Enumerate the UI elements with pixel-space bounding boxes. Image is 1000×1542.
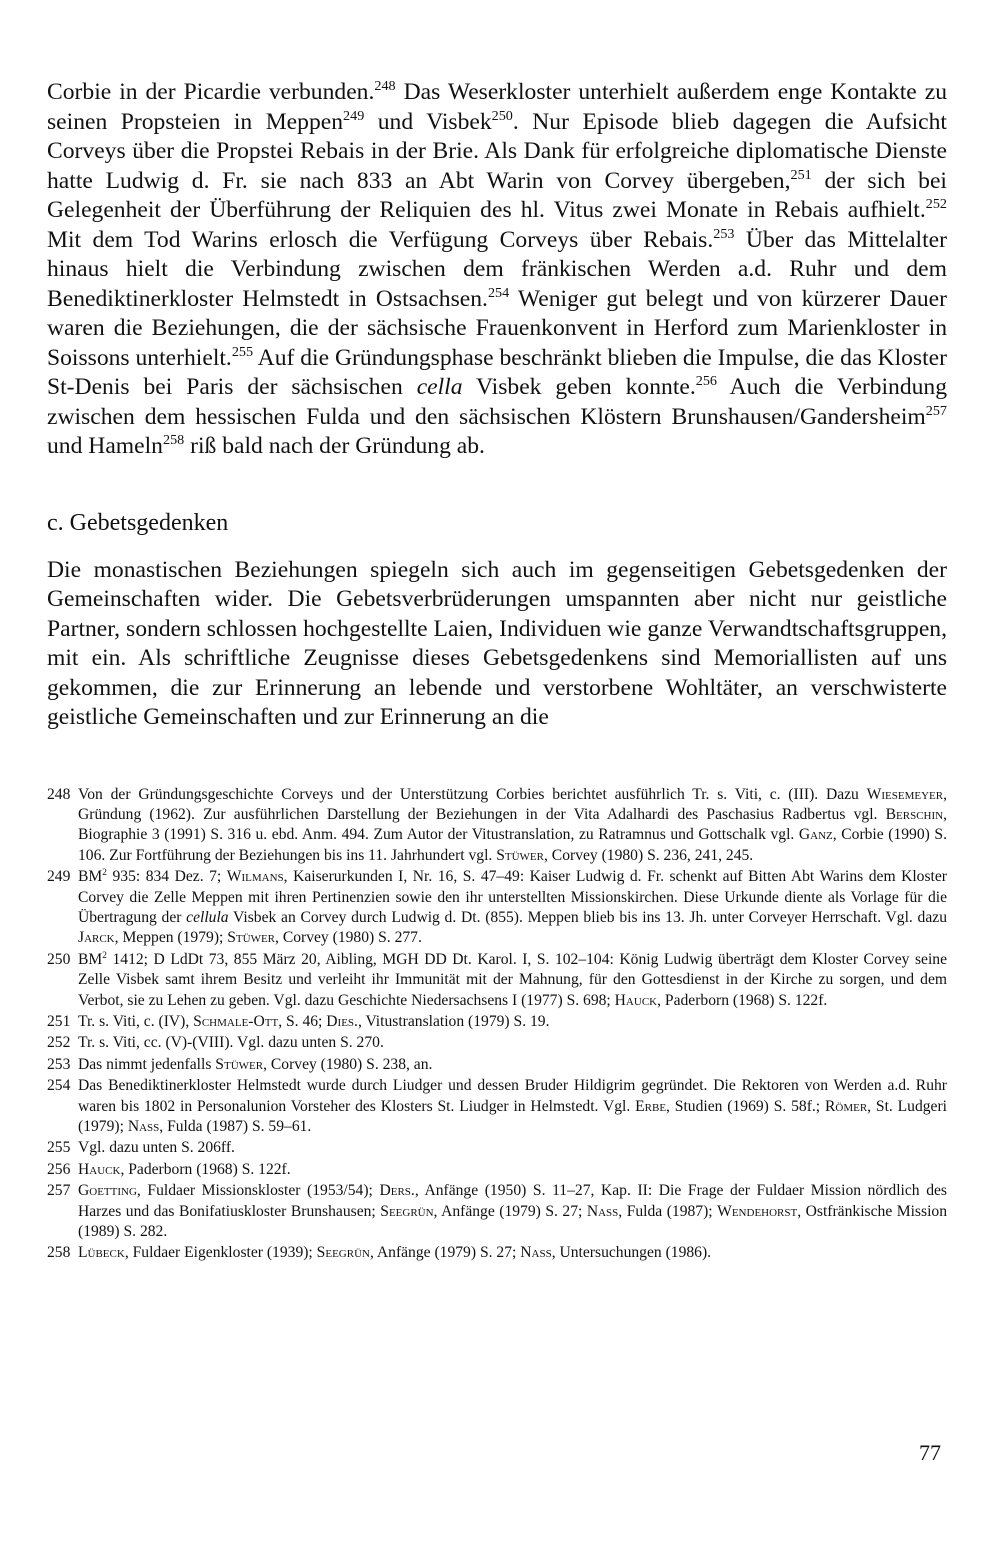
author-name: Ganz: [798, 826, 833, 844]
author-name: Stüwer: [496, 846, 544, 864]
footnote-number: 249: [47, 868, 71, 886]
text-run: Die monastischen Beziehungen spiegeln sich auch im gegenseitigen Gebetsgedenken der Gemeinschaften wider. Die Gebetsverbrüderungen umspannten aber nicht nur geistliche Partner, sondern schlossen hochgestellte Laien, Individuen wie ganze Verwandtschaftsgruppen, mit ein. Als schriftliche Zeugnisse dieses Gebetsgedenkens sind Memoriallisten auf uns gekommen, die zur Erinnerung an lebende und verstorbene Wohltäter, an verschwisterte geistliche Gemeinschaften und zur Erinnerung an die: [47, 556, 947, 730]
text-run: , S. 46;: [278, 1012, 327, 1030]
footnote-text: [78, 785, 947, 867]
text-run: Visbek geben konnte.: [462, 374, 696, 400]
footnote: [47, 1055, 947, 1075]
footnote-text: [78, 867, 947, 949]
text-run: Visbek an Corvey durch Ludwig d. Dt. (855). Meppen blieb bis ins 13. Jh. unter Corveyer Herrschaft. Vgl. dazu: [228, 908, 947, 926]
footnote-ref: 255: [231, 343, 254, 360]
footnote-number: 256: [47, 1160, 71, 1178]
text-run: , Fuldaer Eigenkloster (1939);: [124, 1244, 317, 1262]
text-run: , Biographie 3 (1991) S. 316 u. ebd. Anm. 494. Zum Autor der Vitustranslation, zu Ratramnus und Gottschalk vgl.: [78, 805, 947, 844]
author-name: Hauck: [614, 991, 658, 1009]
text-run: , Ostfränkische Mission (1989) S. 282.: [78, 1202, 947, 1241]
text-run: Corbie in der Picardie verbunden.: [47, 79, 375, 105]
section-heading: c. Gebetsgedenken: [47, 509, 229, 536]
text-run: , Corvey (1980) S. 236, 241, 245.: [544, 846, 754, 864]
footnote-ref: 251: [790, 166, 812, 183]
author-name: Stüwer: [227, 929, 276, 947]
text-run: Auf die Gründungsphase beschränkt blieben die Impulse, die das Kloster St-Denis bei Paris der sächsischen: [47, 344, 947, 400]
footnote-ref: 257: [925, 402, 947, 419]
author-name: Dies.: [326, 1012, 358, 1030]
footnotes: [47, 785, 947, 1264]
footnote: [47, 1033, 947, 1053]
text-run: . Nur Episode blieb dagegen die Aufsicht Corveys über die Propstei Rebais in der Brie. Als Dank für erfolgreiche diplomatische Dienste hatte Ludwig d. Fr. sie nach 833 an Abt Warin von Corvey übergeben,: [47, 108, 947, 194]
footnote-number: 251: [47, 1012, 71, 1030]
paragraph-2: [47, 556, 947, 733]
text-run: BM: [78, 950, 103, 968]
text-run: Mit dem Tod Warins erlosch die Verfügung Corveys über Rebais.: [47, 226, 714, 253]
text-run: , Untersuchungen (1986).: [551, 1244, 712, 1262]
text-run: Tr. s. Viti, c. (IV),: [78, 1012, 194, 1030]
footnote-number: 255: [47, 1139, 71, 1157]
text-run: , Paderborn (1968) S. 122f.: [657, 991, 828, 1009]
footnote: [47, 1076, 947, 1137]
footnote-text: [78, 1033, 947, 1053]
author-name: Schmale-Ott: [193, 1012, 279, 1030]
footnote-number: 250: [47, 950, 71, 968]
footnote-ref: 249: [343, 107, 365, 124]
footnote-number: 252: [47, 1034, 71, 1052]
author-name: Römer: [824, 1097, 868, 1115]
author-name: Nass: [520, 1244, 552, 1262]
author-name: Goetting: [78, 1182, 137, 1200]
footnote-ref: 2: [102, 950, 107, 961]
footnote-number: 254: [47, 1077, 71, 1095]
text-run: riß bald nach der Gründung ab.: [184, 433, 485, 459]
text-run: , Fuldaer Missionskloster (1953/54);: [136, 1182, 380, 1200]
page-number: 77: [919, 1440, 941, 1465]
text-run: , Corbie (1990) S. 106. Zur Fortführung der Beziehungen bis ins 11. Jahrhundert vgl.: [78, 826, 947, 864]
author-name: Erbe: [635, 1097, 667, 1115]
text-run: 935: 834 Dez. 7;: [106, 868, 227, 886]
italic-term: cella: [416, 374, 463, 400]
text-run: , Vitustranslation (1979) S. 19.: [357, 1012, 550, 1030]
footnote: [47, 950, 947, 1011]
text-run: Vgl. dazu unten S. 206ff.: [78, 1139, 235, 1157]
italic-term: cellula: [186, 908, 229, 926]
page: [47, 78, 947, 1265]
text-run: 1412; D LdDt 73, 855 März 20, Aibling, MGH DD Dt. Karol. I, S. 102–104: König Ludwig überträgt dem Kloster Corvey seine Zelle Visbek samt ihrem Besitz und verleiht ihr Immunität mit der Mahnung, für den Gottesdienst in der Kirche zu sorgen, und dem Verbot, sie zu Lehen zu geben. Vgl. dazu Geschichte Niedersachsens I (1977) S. 698;: [78, 950, 947, 1009]
footnote: [47, 1138, 947, 1158]
footnote-text: [78, 1181, 947, 1242]
text-run: , Meppen (1979);: [114, 929, 228, 947]
text-run: , Paderborn (1968) S. 122f.: [120, 1160, 291, 1178]
author-name: Nass: [127, 1118, 160, 1135]
footnote-text: [78, 1243, 947, 1263]
footnote-number: 253: [47, 1055, 71, 1073]
author-name: Wendehorst: [717, 1202, 798, 1220]
paragraph-1: [47, 78, 947, 462]
text-run: , St. Ludgeri (1979);: [78, 1097, 948, 1135]
author-name: Ders.: [379, 1182, 415, 1200]
footnote-ref: 258: [162, 432, 185, 449]
author-name: Lübeck: [78, 1244, 125, 1262]
text-run: , Corvey (1980) S. 238, an.: [263, 1055, 433, 1073]
footnote-ref: 252: [925, 196, 947, 213]
author-name: Nass: [586, 1202, 619, 1220]
footnote-text: [78, 1055, 947, 1075]
author-name: Seegrün: [316, 1244, 370, 1262]
footnote-ref: 256: [695, 373, 717, 390]
text-run: , Fulda (1987) S. 59–61.: [159, 1118, 312, 1135]
footnote-number: 258: [47, 1244, 71, 1262]
text-run: Das Weserkloster unterhielt außerdem enge Kontakte zu seinen Propsteien in Meppen: [47, 79, 947, 135]
text-run: , Kaiserurkunden I, Nr. 16, S. 47–49: Kaiser Ludwig d. Fr. schenkt auf Bitten Abt Warins dem Kloster Corvey die Zelle Meppen mit ihren Pertinenzien sowie den ihr unterstellten Missionskirchen. Diese Urkunde diente als Vorlage für die Übertragung der: [78, 868, 947, 926]
text-run: Das Benediktinerkloster Helmstedt wurde durch Liudger und dessen Bruder Hildigrim gegründet. Die Rektoren von Werden a.d. Ruhr waren bis 1802 in Personalunion Vorsteher des Klosters St. Liudger in Helmstedt. Vgl.: [78, 1077, 947, 1115]
text-run: Weniger gut belegt und von kürzerer Dauer waren die Beziehungen, die der sächsische Frauenkonvent in Herford zum Marienkloster in Soissons unterhielt.: [47, 285, 947, 371]
footnote: [47, 867, 947, 949]
footnote-number: 257: [47, 1182, 71, 1200]
footnote: [47, 1012, 947, 1032]
footnote: [47, 1160, 947, 1180]
text-run: Auch die Verbindung zwischen dem hessischen Fulda und den sächsischen Klöstern Brunshausen/Gandersheim: [47, 374, 948, 430]
author-name: Wiesemeyer: [866, 785, 944, 803]
text-run: , Gründung (1962). Zur ausführlichen Darstellung der Beziehungen in der Vita Adalhardi des Paschasius Radbertus vgl.: [78, 785, 947, 823]
footnote: [47, 1243, 947, 1263]
author-name: Berschin: [885, 805, 944, 823]
text-run: der sich bei Gelegenheit der Überführung der Reliquien des hl. Vitus zwei Monate in Rebais aufhielt.: [47, 167, 947, 223]
text-run: , Fulda (1987);: [618, 1202, 718, 1220]
text-run: und Visbek: [364, 108, 492, 135]
text-run: Über das Mittelalter hinaus hielt die Verbindung zwischen dem fränkischen Werden a.d. Ruhr und dem Benediktinerkloster Helmstedt in Ostsachsen.: [47, 226, 947, 312]
author-name: Wilmans: [226, 868, 284, 886]
footnote-text: [78, 950, 947, 1011]
text-run: , Corvey (1980) S. 277.: [275, 929, 422, 947]
text-run: Von der Gründungsgeschichte Corveys und der Unterstützung Corbies berichtet ausführlich Tr. s. Viti, c. (III). Dazu: [78, 785, 867, 803]
footnote: [47, 785, 947, 867]
footnote-ref: 253: [713, 225, 735, 242]
footnote-text: [78, 1160, 947, 1180]
author-name: Jarck: [78, 929, 115, 947]
footnote-ref: 250: [491, 107, 513, 124]
text-run: BM: [78, 868, 103, 886]
footnote-text: [78, 1138, 947, 1158]
text-run: und Hameln: [47, 433, 163, 459]
text-run: , Studien (1969) S. 58f.;: [666, 1097, 825, 1115]
text-run: , Anfänge (1950) S. 11–27, Kap. II: Die Frage der Fuldaer Mission nördlich des Harzes und das Bonifatiuskloster Brunshausen;: [78, 1182, 947, 1220]
footnote-ref: 2: [102, 867, 107, 878]
footnote-text: [78, 1012, 947, 1032]
footnote: [47, 1181, 947, 1242]
text-run: , Anfänge (1979) S. 27;: [433, 1202, 587, 1220]
footnote-text: [78, 1076, 947, 1137]
footnote-number: 248: [47, 785, 71, 803]
footnote-ref: 254: [487, 284, 510, 301]
author-name: Stüwer: [215, 1055, 264, 1073]
author-name: Hauck: [78, 1160, 121, 1178]
author-name: Seegrün: [380, 1202, 434, 1220]
text-run: Das nimmt jedenfalls: [78, 1055, 216, 1073]
text-run: Tr. s. Viti, cc. (V)-(VIII). Vgl. dazu unten S. 270.: [78, 1034, 384, 1052]
text-run: , Anfänge (1979) S. 27;: [369, 1244, 521, 1262]
footnote-ref: 248: [374, 78, 396, 95]
